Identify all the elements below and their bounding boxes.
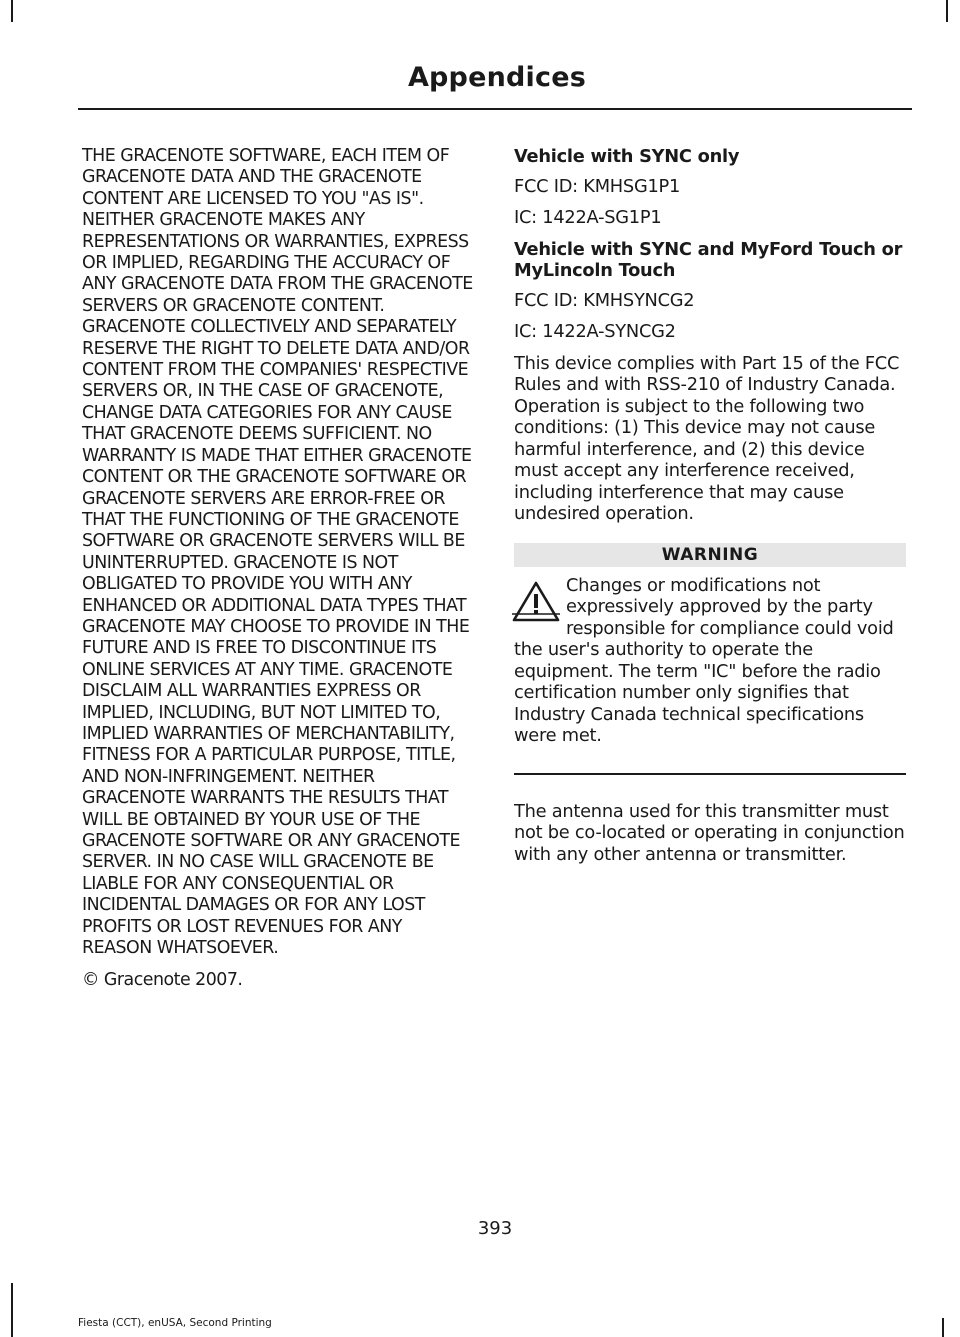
crop-mark-bottom-left <box>11 1283 13 1337</box>
sync-myford-heading: Vehicle with SYNC and MyFord Touch or MyLincoln Touch <box>514 238 903 281</box>
left-column <box>82 146 476 1003</box>
warning-triangle-icon <box>510 579 562 625</box>
sync-only-fcc-id: FCC ID: KMHSG1P1 <box>514 175 681 197</box>
crop-mark-top-left <box>11 0 13 22</box>
page-title: Appendices <box>407 62 586 93</box>
crop-mark-bottom-right <box>942 1318 944 1337</box>
edition-footer: Fiesta (CCT), enUSA, Second Printing <box>78 1317 272 1329</box>
warning-text: Changes or modifications not expressively approved by the party responsible for compliance could void the user's authority to operate the equipment. The term "IC" before the radio certification number only signifies that Industry Canada technical specifications were met. <box>514 574 894 746</box>
antenna-paragraph: The antenna used for this transmitter must not be co-located or operating in conjunction with any other antenna or transmitter. <box>514 800 905 865</box>
warning-body <box>514 567 906 775</box>
warning-box <box>514 543 906 775</box>
right-column <box>514 146 906 875</box>
sync-only-ic: IC: 1422A-SG1P1 <box>514 207 662 228</box>
warning-label: WARNING <box>514 543 906 567</box>
sync-only-heading: Vehicle with SYNC only <box>514 146 740 167</box>
sync-myford-fcc-id: FCC ID: KMHSYNCG2 <box>514 289 695 311</box>
gracenote-disclaimer: THE GRACENOTE SOFTWARE, EACH ITEM OF GRACENOTE DATA AND THE GRACENOTE CONTENT ARE LICENSED TO YOU "AS IS". NEITHER GRACENOTE MAKES ANY REPRESENTATIONS OR WARRANTIES, EXPRESS OR IMPLIED, REGARDING THE ACCURACY OF ANY GRACENOTE DATA FROM THE GRACENOTE SERVERS OR GRACENOTE CONTENT. GRACENOTE COLLECTIVELY AND SEPARATELY RESERVE THE RIGHT TO DELETE DATA AND/OR CONTENT FROM THE COMPANIES' RESPECTIVE SERVERS OR, IN THE CASE OF GRACENOTE, CHANGE DATA CATEGORIES FOR ANY CAUSE THAT GRACENOTE DEEMS SUFFICIENT. NO WARRANTY IS MADE THAT EITHER GRACENOTE CONTENT OR THE GRACENOTE SOFTWARE OR GRACENOTE SERVERS ARE ERROR-FREE OR THAT THE FUNCTIONING OF THE GRACENOTE SOFTWARE OR GRACENOTE SERVERS WILL BE UNINTERRUPTED. GRACENOTE IS NOT OBLIGATED TO PROVIDE YOU WITH ANY ENHANCED OR ADDITIONAL DATA TYPES THAT GRACENOTE MAY CHOOSE TO PROVIDE IN THE FUTURE AND IS FREE TO DISCONTINUE ITS ONLINE SERVICES AT ANY TIME. GRACENOTE DISCLAIM ALL WARRANTIES EXPRESS OR IMPLIED, INCLUDING, BUT NOT LIMITED TO, IMPLIED WARRANTIES OF MERCHANTABILITY, FITNESS FOR A PARTICULAR PURPOSE, TITLE, AND NON-INFRINGEMENT. NEITHER GRACENOTE WARRANTS THE RESULTS THAT WILL BE OBTAINED BY YOUR USE OF THE GRACENOTE SOFTWARE OR ANY GRACENOTE SERVER. IN NO CASE WILL GRACENOTE BE LIABLE FOR ANY CONSEQUENTIAL OR INCIDENTAL DAMAGES OR FOR ANY LOST PROFITS OR LOST REVENUES FOR ANY REASON WHATSOEVER. <box>82 146 473 959</box>
gracenote-copyright: © Gracenote 2007. <box>82 970 243 991</box>
compliance-paragraph: This device complies with Part 15 of the FCC Rules and with RSS-210 of Industry Canada. Operation is subject to the following two conditions: (1) This device may not cause harmful interference, and (2) this device must accept any interference received, including interference that may cause undesired operation. <box>514 352 900 524</box>
page-header <box>78 60 912 110</box>
page-number: 393 <box>477 1218 513 1239</box>
sync-myford-ic: IC: 1422A-SYNCG2 <box>514 321 676 342</box>
crop-mark-top-right <box>946 0 948 22</box>
